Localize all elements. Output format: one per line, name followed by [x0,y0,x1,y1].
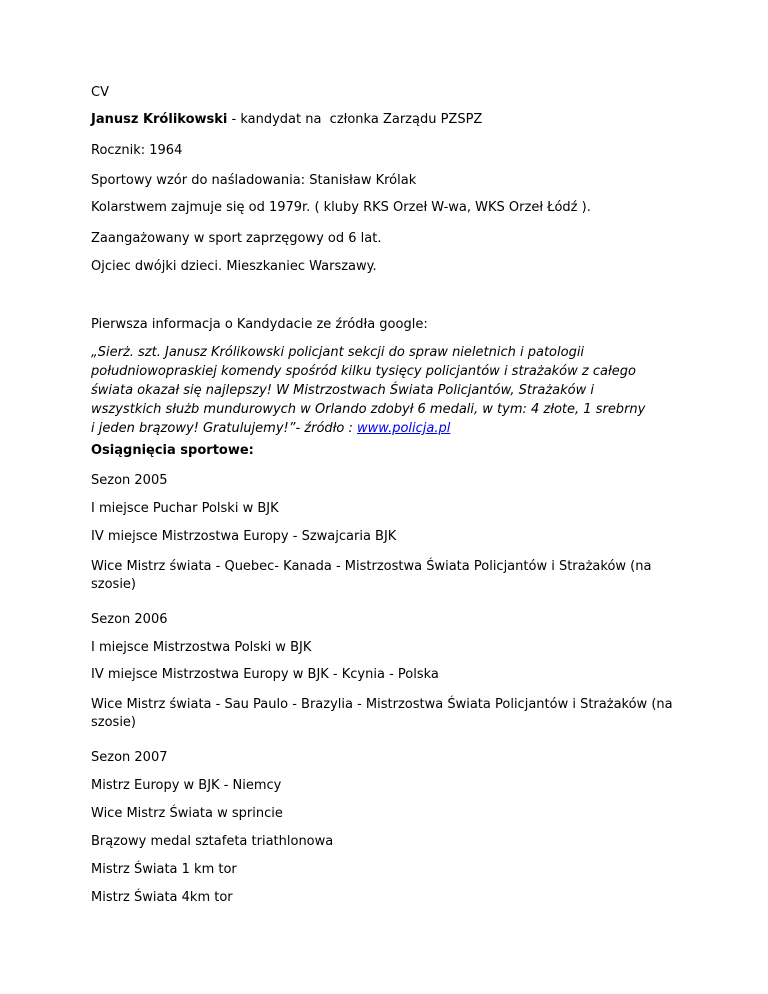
achievement-item: Mistrz Świata 1 km tor [91,862,237,877]
achievement-item: IV miejsce Mistrzostwa Europy - Szwajcaria BJK [91,529,397,544]
season-label: Sezon 2005 [91,473,168,488]
season-label: Sezon 2006 [91,612,168,627]
google-quote [91,343,651,438]
achievement-item: Mistrz Europy w BJK - Niemcy [91,778,282,793]
cv-label: CV [91,85,109,100]
achievement-item: Mistrz Świata 4km tor [91,890,233,905]
sled-sport-involvement: Zaangażowany w sport zaprzęgowy od 6 lat. [91,231,382,246]
achievement-item: Wice Mistrz świata - Quebec- Kanada - Mistrzostwa Świata Policjantów i Strażaków (na szosie) [91,559,652,592]
candidate-role: - kandydat na członka Zarządu PZSPZ [227,112,483,127]
season-label: Sezon 2007 [91,750,168,765]
family-info: Ojciec dwójki dzieci. Mieszkaniec Warszawy. [91,259,377,274]
achievement-item: IV miejsce Mistrzostwa Europy w BJK - Kcynia - Polska [91,667,439,682]
quote-text: „Sierż. szt. Janusz Królikowski policjant sekcji do spraw nieletnich i patologii południowopraskiej komendy spośród kilku tysięcy policjantów i strażaków z całego świata okazał się najlepszy! W Mistrzostwach Świata Policjantów, Strażaków i wszystkich służb mundurowych w Orlando zdobył 6 medali, w tym: 4 złote, 1 srebrny i jeden brązowy! Gratulujemy!”- źródło : [91,345,646,436]
info-heading: Pierwsza informacja o Kandydacie ze źródła google: [91,317,428,332]
achievement-item: Brązowy medal sztafeta triathlonowa [91,834,334,849]
birth-year: Rocznik: 1964 [91,143,183,158]
achievement-item: I miejsce Puchar Polski w BJK [91,501,279,516]
achievement-item: I miejsce Mistrzostwa Polski w BJK [91,640,312,655]
achievement-item: Wice Mistrz świata - Sau Paulo - Brazylia - Mistrzostwa Świata Policjantów i Strażaków (na szosie) [91,697,673,730]
policja-link[interactable]: www.policja.pl [357,421,451,436]
achievement-item: Wice Mistrz Świata w sprincie [91,806,283,821]
achievements-heading: Osiągnięcia sportowe: [91,443,254,458]
candidate-name: Janusz Królikowski [91,112,228,127]
cycling-since: Kolarstwem zajmuje się od 1979r. ( kluby RKS Orzeł W-wa, WKS Orzeł Łódź ). [91,200,591,215]
candidate-line [91,112,482,128]
role-model: Sportowy wzór do naśladowania: Stanisław Królak [91,173,417,188]
